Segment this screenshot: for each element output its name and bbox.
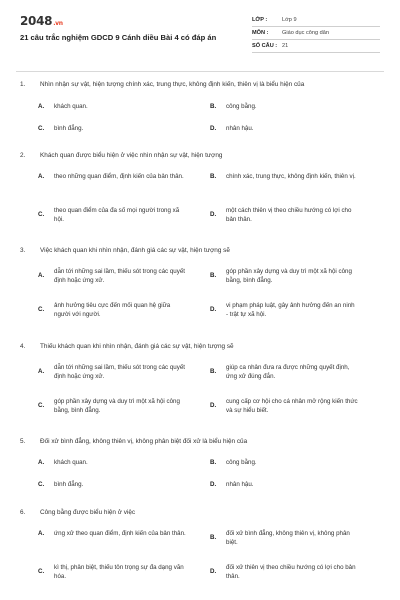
option-label: C. [38, 568, 45, 576]
option-c[interactable] [20, 207, 186, 224]
option-text: vi phạm pháp luật, gây ảnh hưởng đến an ninh - trật tự xã hội. [226, 302, 355, 318]
option-label: C. [38, 402, 45, 410]
option-c[interactable] [20, 564, 186, 581]
info-key: SỐ CÂU : [252, 43, 278, 49]
question-text [20, 247, 380, 255]
option-a[interactable] [20, 364, 186, 381]
option-b[interactable] [192, 530, 358, 547]
option-a[interactable] [20, 173, 186, 182]
page-title: 21 câu trắc nghiệm GDCD 9 Cánh diều Bài 4 có đáp án [20, 33, 217, 42]
question-stem: Công bằng được biểu hiện ở việc [40, 509, 136, 516]
question-number: 2. [20, 152, 26, 159]
question-stem: Thiếu khách quan khi nhìn nhận, đánh giá các sự vật, hiện tượng sẽ [40, 343, 234, 350]
question-5 [20, 438, 380, 488]
question-text [20, 81, 380, 89]
option-d[interactable] [192, 207, 358, 224]
option-a[interactable] [20, 268, 186, 285]
header-divider [16, 71, 384, 72]
option-b[interactable] [192, 103, 358, 112]
option-b[interactable] [192, 364, 358, 381]
option-d[interactable] [192, 125, 358, 134]
option-c[interactable] [20, 398, 186, 415]
option-label: A. [38, 103, 45, 110]
option-label: D. [210, 211, 217, 219]
option-b[interactable] [192, 173, 358, 182]
option-c[interactable] [20, 302, 186, 319]
option-label: C. [38, 306, 45, 314]
option-c[interactable] [20, 481, 186, 490]
option-text: theo quan điểm của đa số mọi người trong xã hội. [54, 207, 180, 223]
option-label: D. [210, 402, 217, 410]
info-value: 21 [282, 43, 289, 49]
option-text: dẫn tới những sai lầm, thiếu sót trong các quyết định hoặc ứng xử. [54, 364, 185, 380]
option-text: góp phần xây dựng và duy trì một xã hội công bằng, bình đẳng. [226, 268, 352, 284]
option-label: D. [210, 306, 217, 314]
option-text: khách quan. [54, 459, 88, 466]
info-row-grade [252, 14, 380, 27]
option-label: C. [38, 481, 45, 488]
question-stem: Đối xử bình đẳng, không thiên vị, không phân biệt đối xử là biểu hiện của [40, 438, 248, 445]
option-d[interactable] [192, 564, 358, 581]
option-text: ứng xử theo quan điểm, định kiến của bản thân. [54, 530, 186, 537]
question-1 [20, 81, 380, 132]
option-c[interactable] [20, 125, 186, 134]
question-3 [20, 247, 380, 318]
option-a[interactable] [20, 459, 186, 468]
option-label: C. [38, 125, 45, 132]
option-text: giúp ca nhân đưa ra được những quyết định, ứng xử đúng đắn. [226, 364, 350, 380]
question-number: 3. [20, 247, 26, 254]
question-number: 1. [20, 81, 26, 88]
option-text: bình đẳng. [54, 481, 84, 488]
info-table [252, 14, 380, 53]
question-text [20, 343, 380, 351]
option-text: dẫn tới những sai lầm, thiếu sót trong các quyết định hoặc ứng xử. [54, 268, 185, 284]
question-number: 5. [20, 438, 26, 445]
option-label: A. [38, 530, 45, 537]
option-label: A. [38, 272, 45, 280]
option-text: chính xác, trung thực, không định kiến, thiên vị. [226, 173, 356, 180]
option-b[interactable] [192, 268, 358, 285]
question-4 [20, 343, 380, 414]
option-text: đối xử thiên vị theo chiều hướng có lợi cho bản thân. [226, 564, 356, 580]
question-stem: Việc khách quan khi nhìn nhận, đánh giá các sự vật, hiện tượng sẽ [40, 247, 230, 254]
option-text: công bằng. [226, 103, 257, 110]
option-text: cung cấp cơ hội cho cá nhân mở rộng kiến thức và sự hiểu biết. [226, 398, 358, 414]
option-text: công bằng. [226, 459, 257, 466]
option-text: bình đẳng. [54, 125, 84, 132]
option-a[interactable] [20, 103, 186, 112]
option-label: B. [210, 103, 217, 110]
question-stem: Nhìn nhận sự vật, hiện tượng chính xác, trung thực, không định kiến, thiên vị là biểu hiện của [40, 81, 305, 88]
question-2 [20, 152, 380, 223]
option-d[interactable] [192, 302, 358, 319]
info-row-subject [252, 27, 380, 40]
question-text [20, 152, 380, 160]
info-value: Giáo dục công dân [282, 30, 329, 36]
option-a[interactable] [20, 530, 186, 539]
question-stem: Khách quan được biểu hiện ở việc nhìn nhận sự vật, hiện tượng [40, 152, 223, 159]
option-label: B. [210, 272, 217, 280]
option-label: D. [210, 568, 217, 576]
question-text [20, 438, 380, 446]
option-text: nhân hậu. [226, 125, 254, 132]
option-d[interactable] [192, 398, 358, 415]
question-6 [20, 509, 380, 580]
info-key: LỚP : [252, 17, 268, 23]
option-text: kì thị, phân biệt, thiếu tôn trọng sự đa dạng văn hóa. [54, 564, 184, 580]
option-label: D. [210, 481, 217, 488]
option-b[interactable] [192, 459, 358, 468]
option-label: A. [38, 368, 45, 376]
option-label: B. [210, 459, 217, 466]
option-d[interactable] [192, 481, 358, 490]
logo-main-text: 2048 [20, 14, 53, 28]
option-label: B. [210, 534, 217, 542]
option-label: D. [210, 125, 217, 132]
question-text [20, 509, 380, 517]
option-label: C. [38, 211, 45, 219]
info-row-count [252, 40, 380, 53]
question-number: 6. [20, 509, 26, 516]
site-logo[interactable] [20, 14, 63, 28]
option-text: theo những quan điểm, định kiến của bản thân. [54, 173, 184, 180]
info-key: MÔN : [252, 30, 269, 36]
question-number: 4. [20, 343, 26, 350]
option-label: A. [38, 173, 45, 180]
option-text: khách quan. [54, 103, 88, 110]
option-text: ảnh hưởng tiêu cực đến mối quan hệ giữa người với người. [54, 302, 171, 318]
option-label: B. [210, 368, 217, 376]
option-label: A. [38, 459, 45, 466]
logo-suffix-text: .vn [53, 20, 63, 27]
info-value: Lớp 9 [282, 17, 297, 23]
option-text: nhân hậu. [226, 481, 254, 488]
option-text: một cách thiên vị theo chiều hướng có lợi cho bản thân. [226, 207, 352, 223]
option-text: đối xử bình đẳng, không thiên vị, không phân biệt. [226, 530, 350, 546]
option-text: góp phần xây dựng và duy trì một xã hội công bằng, bình đẳng. [54, 398, 180, 414]
option-label: B. [210, 173, 217, 180]
